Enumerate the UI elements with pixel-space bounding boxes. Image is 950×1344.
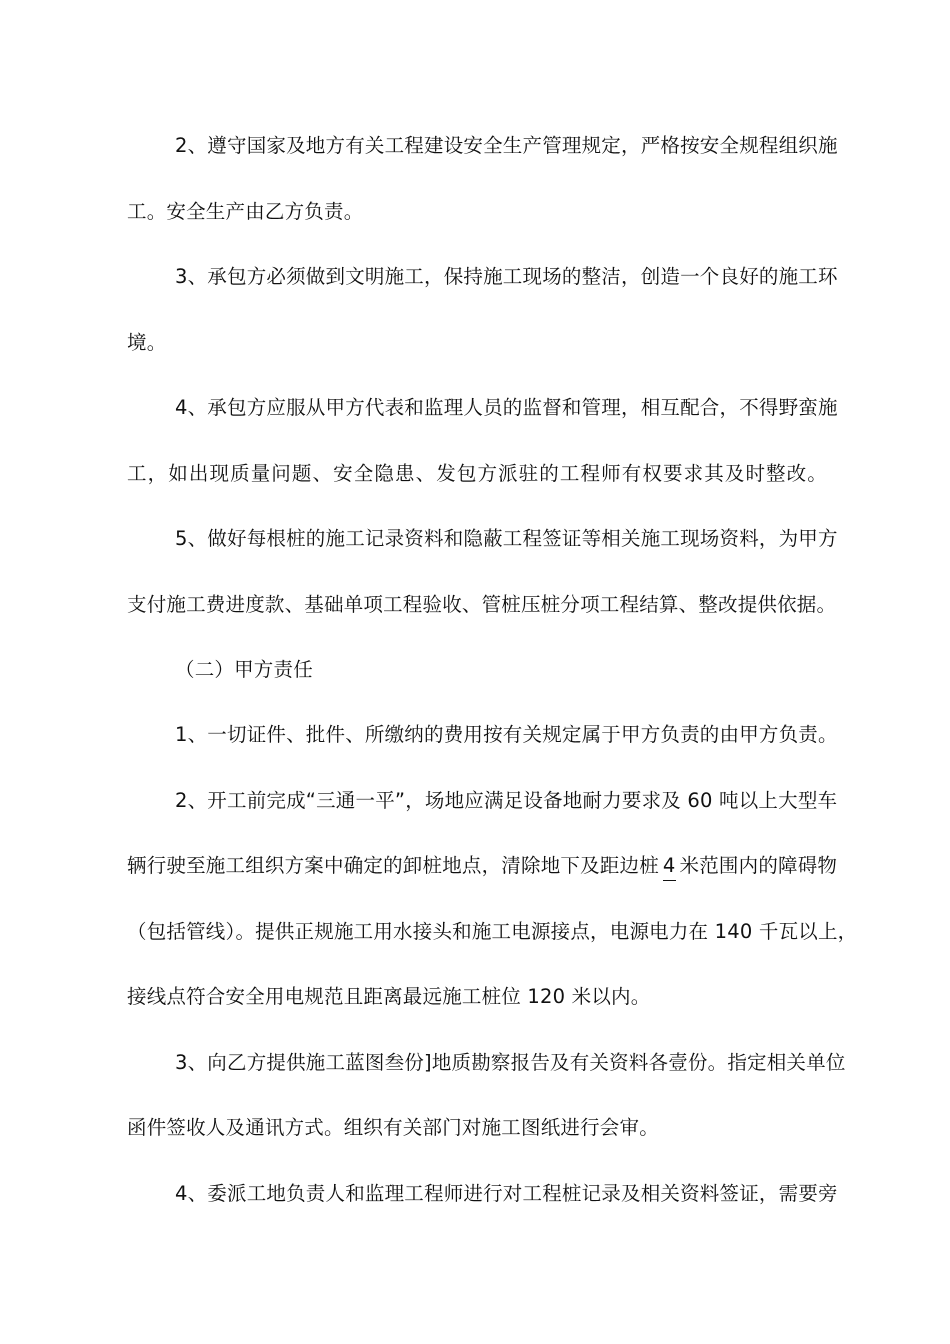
paragraph-line: 工。安全生产由乙方负责。: [127, 200, 364, 223]
paragraph-line: [127, 852, 838, 881]
paragraph-line: 5、做好每根桩的施工记录资料和隐蔽工程签证等相关施工现场资料，为甲方: [175, 527, 838, 550]
paragraph-line: 4、委派工地负责人和监理工程师进行对工程桩记录及相关资料签证，需要旁: [175, 1182, 838, 1205]
paragraph-line: 2、遵守国家及地方有关工程建设安全生产管理规定，严格按安全规程组织施: [175, 134, 838, 157]
paragraph-line: （包括管线）。提供正规施工用水接头和施工电源接点，电源电力在 140 千瓦以上，: [127, 920, 858, 943]
paragraph-line: 支付施工费进度款、基础单项工程验收、管桩压桩分项工程结算、整改提供依据。: [127, 593, 837, 616]
paragraph-line: 2、开工前完成“三通一平”，场地应满足设备地耐力要求及 60 吨以上大型车: [175, 789, 838, 812]
paragraph-line: 函件签收人及通讯方式。组织有关部门对施工图纸进行会审。: [127, 1116, 659, 1139]
line-text: 辆行驶至施工组织方案中确定的卸桩地点，清除地下及距边桩: [127, 854, 659, 877]
paragraph-line: 境。: [127, 331, 167, 354]
section-heading: （二）甲方责任: [175, 658, 313, 681]
underlined-number: 4: [663, 852, 676, 881]
paragraph-line: 工，如出现质量问题、安全隐患、发包方派驻的工程师有权要求其及时整改。: [127, 462, 827, 485]
paragraph-line: 4、承包方应服从甲方代表和监理人员的监督和管理，相互配合，不得野蛮施: [175, 396, 838, 419]
line-text: 米范围内的障碍物: [679, 854, 838, 877]
paragraph-line: 接线点符合安全用电规范且距离最远施工桩位 120 米以内。: [127, 985, 651, 1008]
paragraph-line: 1、一切证件、批件、所缴纳的费用按有关规定属于甲方负责的由甲方负责。: [175, 723, 838, 746]
paragraph-line: 3、承包方必须做到文明施工，保持施工现场的整洁，创造一个良好的施工环: [175, 265, 838, 288]
paragraph-line: 3、向乙方提供施工蓝图叁份]地质勘察报告及有关资料各壹份。指定相关单位: [175, 1051, 846, 1074]
